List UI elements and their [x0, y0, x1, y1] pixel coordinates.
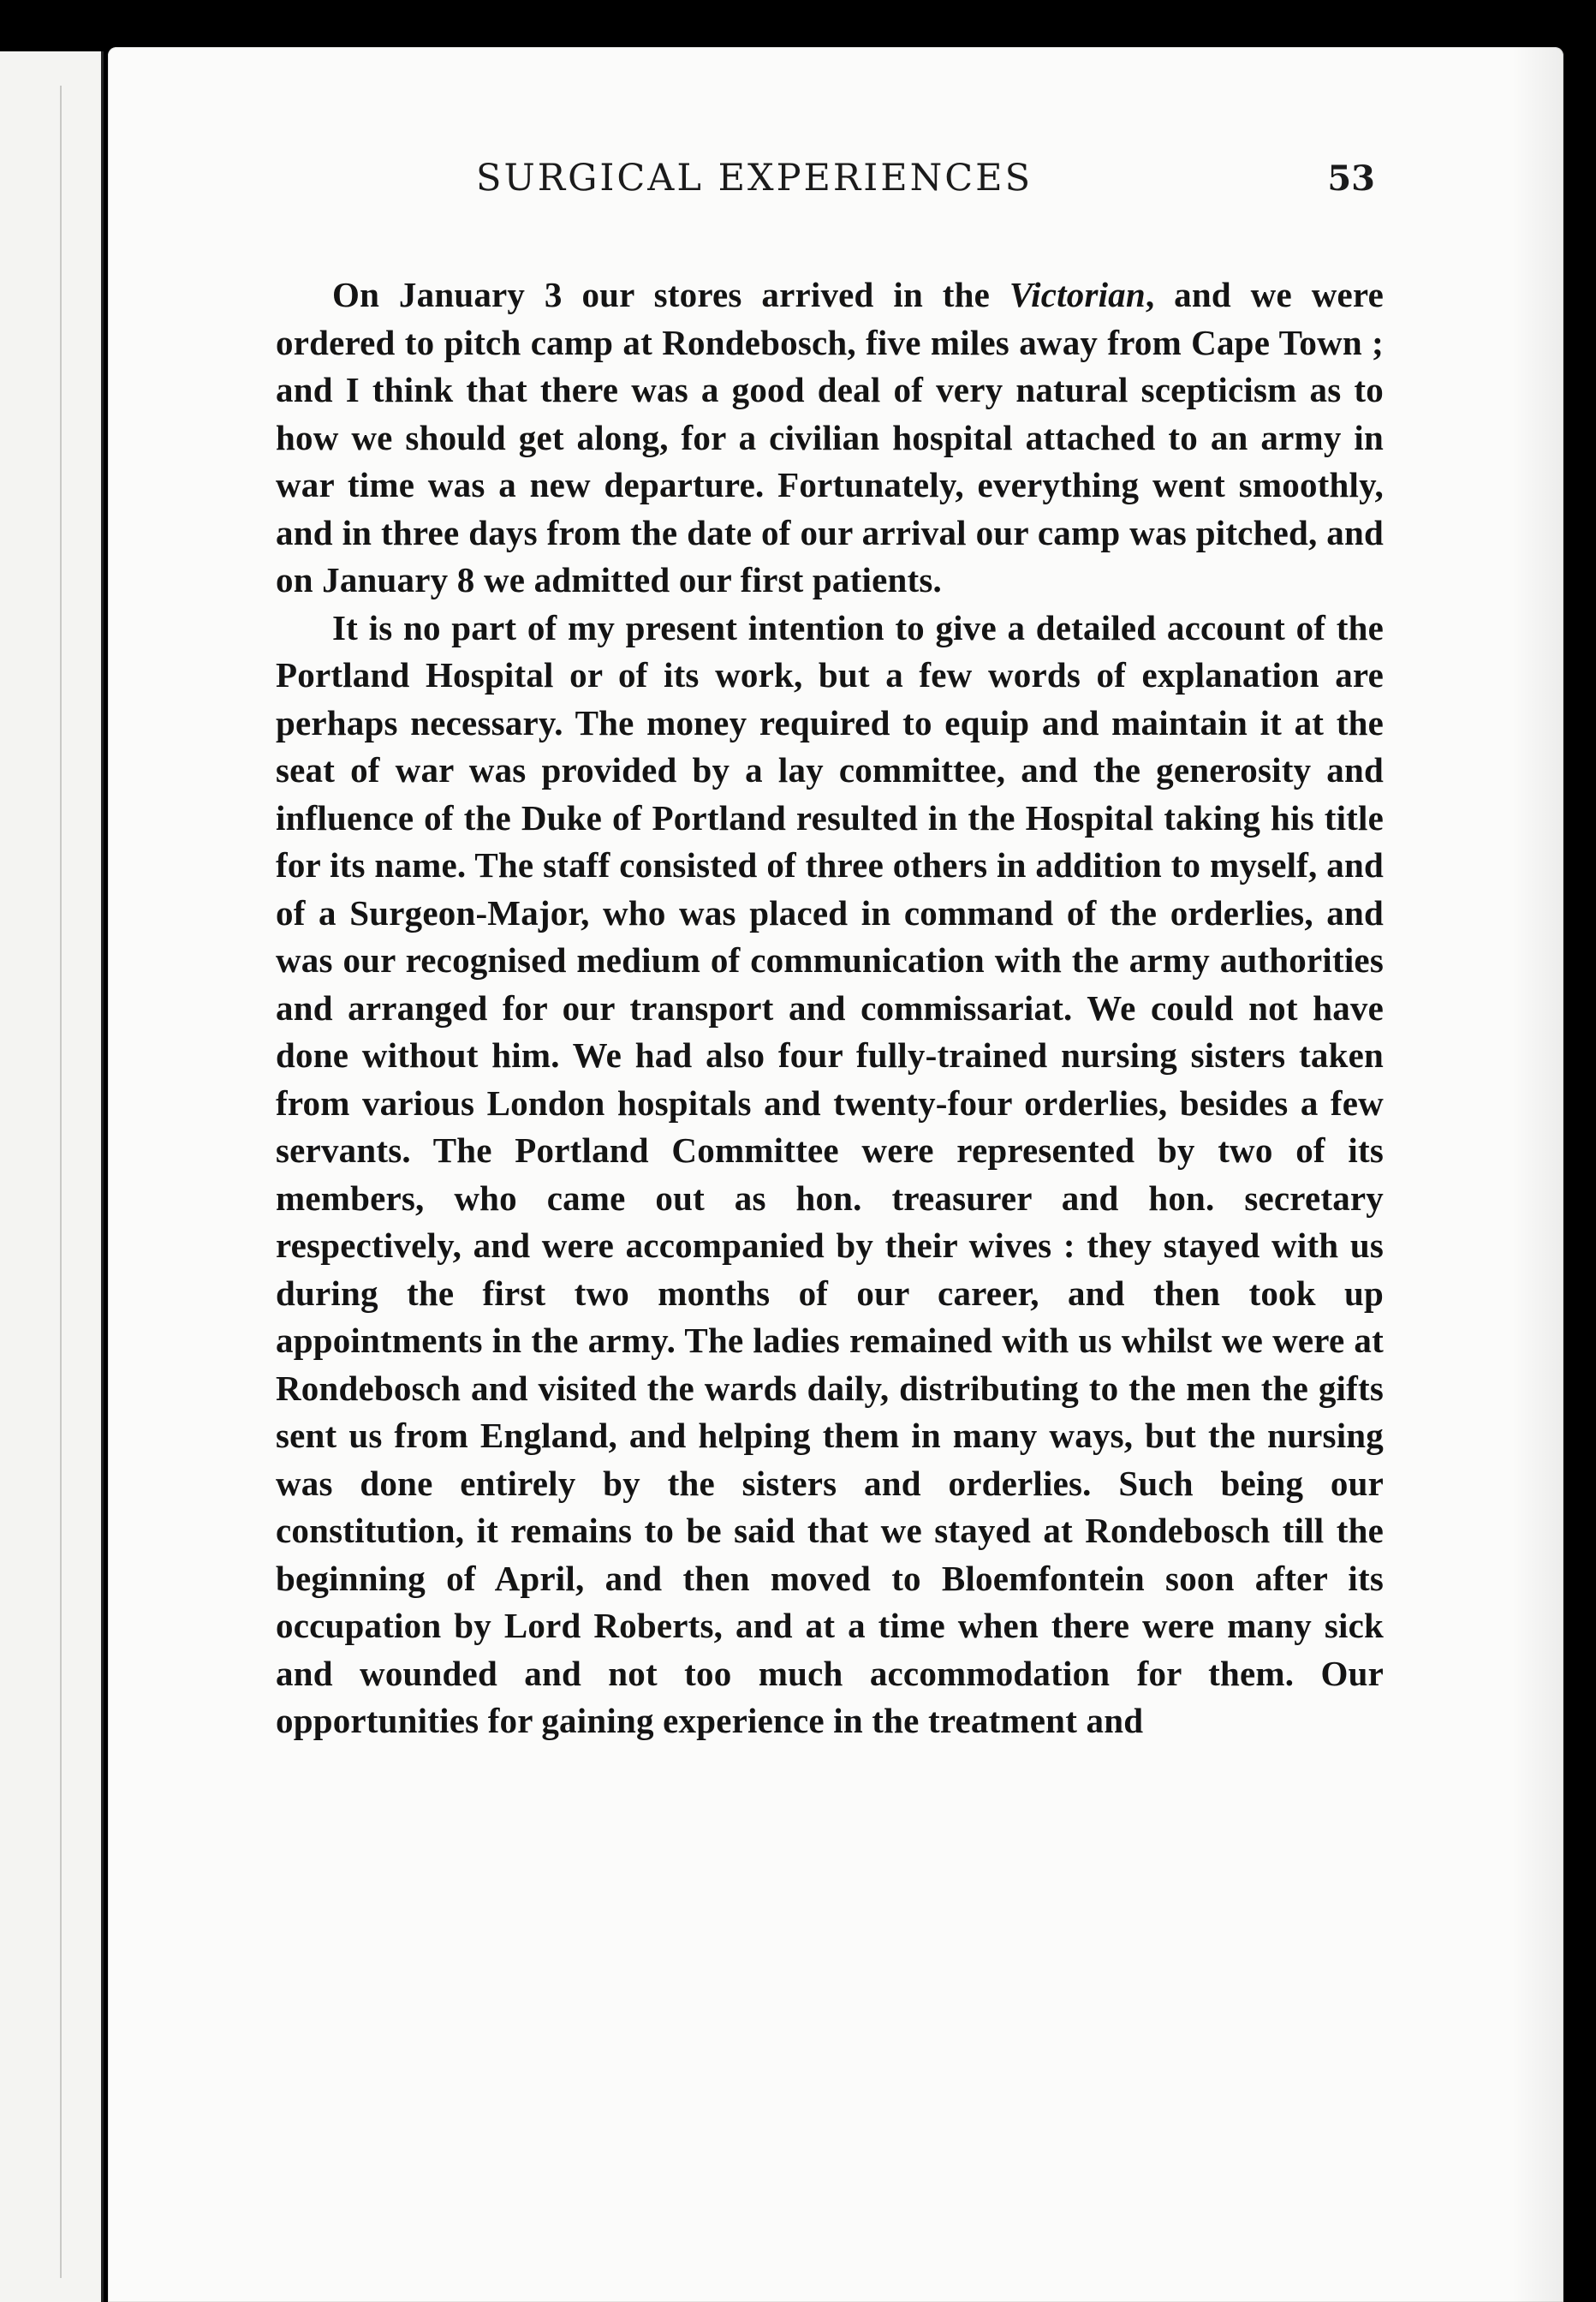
body-text — [276, 271, 1384, 1745]
ship-name: Victorian — [1009, 275, 1146, 314]
paragraph-2: It is no part of my present intention to give a detailed account of the Portland Hospital or of its work, but a few words of explanation are perhaps necessary. The money required to equip and maintain it at the seat of war was provided by a lay committee, and the generosity and influence of the Duke of Portland resulted in the Hospital taking his title for its name. The staff consisted of three others in addition to myself, and of a Surgeon-Major, who was placed in command of the orderlies, and was our recognised medium of communication with the army authorities and arranged for our transport and commissariat. We could not have done without him. We had also four fully-trained nursing sisters taken from various London hospitals and twenty-four orderlies, besides a few servants. The Portland Committee were represented by two of its members, who came out as hon. treasurer and hon. secretary respectively, and were accompanied by their wives : they stayed with us during the first two months of our career, and then took up appointments in the army. The ladies remained with us whilst we were at Rondebosch and visited the wards daily, distributing to the men the gifts sent us from England, and helping them in many ways, but the nursing was done entirely by the sisters and orderlies. Such being our constitution, it remains to be said that we stayed at Rondebosch till the beginning of April, and then moved to Bloemfontein soon after its occupation by Lord Roberts, and at a time when there were many sick and wounded and not too much accommodation for them. Our opportunities for gaining experience in the treatment and — [276, 607, 1384, 1740]
facing-page-edge — [0, 51, 104, 2302]
paragraph-1 — [276, 271, 1384, 605]
book-page — [108, 47, 1563, 2302]
paragraph-1-start: On January 3 our stores arrived in the — [332, 275, 1009, 314]
page-edge-shading — [1512, 47, 1563, 2302]
page-number: 53 — [1327, 158, 1375, 199]
page-gutter-line — [60, 86, 62, 2278]
running-title: SURGICAL EXPERIENCES — [476, 157, 1033, 200]
running-head — [476, 157, 1375, 225]
paragraph-1-rest: , and we were ordered to pitch camp at Rondebosch, five miles away from Cape Town ; and I think that there was a good deal of very natural scepticism as to how we should get along, for a civilian hospital attached to an army in war time was a new departure. Fortunately, everything went smoothly, and in three days from the date of our arrival our camp was pitched, and on January 8 we admitted our first patients. — [276, 275, 1384, 599]
